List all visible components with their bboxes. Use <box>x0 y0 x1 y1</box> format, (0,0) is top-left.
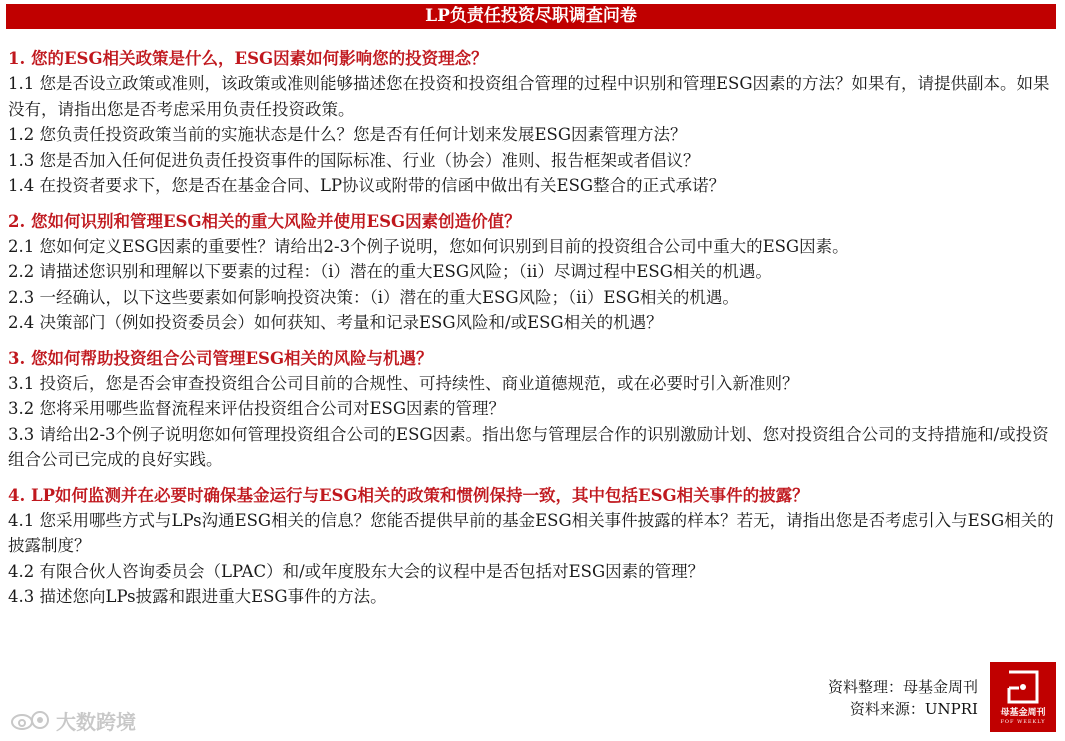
fof-weekly-logo <box>990 662 1056 732</box>
question-item: 3.1 投资后，您是否会审查投资组合公司目前的合规性、可持续性、商业道德规范，或在必要时引入新准则？ <box>8 373 799 393</box>
section-1 <box>8 46 1058 199</box>
question-item: 4.1 您采用哪些方式与LPs沟通ESG相关的信息？您能否提供早前的基金ESG相关事件披露的样本？若无，请指出您是否考虑引入与ESG相关的披露制度？ <box>8 510 1054 555</box>
question-item: 4.3 描述您向LPs披露和跟进重大ESG事件的方法。 <box>8 587 387 606</box>
question-item: 1.1 您是否设立政策或准则，该政策或准则能够描述您在投资和投资组合管理的过程中识别和管理ESG因素的方法？如果有，请提供副本。如果没有，请指出您是否考虑采用负责任投资政策。 <box>8 74 1050 119</box>
question-item: 2.3 一经确认，以下这些要素如何影响投资决策：（i）潜在的重大ESG风险；（ii）ESG相关的机遇。 <box>8 287 739 307</box>
question-item: 2.1 您如何定义ESG因素的重要性？请给出2-3个例子说明，您如何识别到目前的投资组合公司中重大的ESG因素。 <box>8 236 849 256</box>
section-3 <box>8 346 1058 473</box>
question-item: 1.3 您是否加入任何促进负责任投资事件的国际标准、行业（协会）准则、报告框架或者倡议？ <box>8 150 700 170</box>
question-item: 1.4 在投资者要求下，您是否在基金合同、LP协议或附带的信函中做出有关ESG整合的正式承诺？ <box>8 176 726 195</box>
logo-text: 母基金周刊 <box>1000 708 1046 718</box>
compiled-by: 资料整理：母基金周刊 <box>827 678 978 696</box>
question-item: 3.2 您将采用哪些监督流程来评估投资组合公司对ESG因素的管理？ <box>8 399 506 418</box>
logo-mark-icon <box>1003 668 1043 706</box>
page-title: LP负责任投资尽职调查问卷 <box>6 4 1056 29</box>
section-heading: 3. 您如何帮助投资组合公司管理ESG相关的风险与机遇？ <box>8 348 433 368</box>
source-credits <box>828 676 978 720</box>
question-item: 2.2 请描述您识别和理解以下要素的过程：（i）潜在的重大ESG风险；（ii）尽调过程中ESG相关的机遇。 <box>8 262 772 281</box>
data-source: 资料来源：UNPRI <box>849 700 978 718</box>
question-item: 4.2 有限合伙人咨询委员会（LPAC）和/或年度股东大会的议程中是否包括对ESG因素的管理？ <box>8 561 705 581</box>
watermark-text: 大数跨境 <box>56 709 136 734</box>
section-heading: 2. 您如何识别和管理ESG相关的重大风险并使用ESG因素创造价值？ <box>8 211 521 231</box>
logo-subtext: FOF WEEKLY <box>1000 719 1046 725</box>
section-heading: 1. 您的ESG相关政策是什么，ESG因素如何影响您的投资理念？ <box>8 49 488 68</box>
section-2 <box>8 209 1058 336</box>
section-heading: 4. LP如何监测并在必要时确保基金运行与ESG相关的政策和惯例保持一致，其中包括ESG相关事件的披露？ <box>8 485 809 505</box>
watermark <box>10 706 136 734</box>
question-item: 3.3 请给出2-3个例子说明您如何管理投资组合公司的ESG因素。指出您与管理层合作的识别激励计划、您对投资组合公司的支持措施和/或投资组合公司已完成的良好实践。 <box>8 424 1049 469</box>
question-item: 2.4 决策部门（例如投资委员会）如何获知、考量和记录ESG风险和/或ESG相关的机遇？ <box>8 313 663 332</box>
section-4 <box>8 483 1058 610</box>
questionnaire-content <box>8 46 1058 620</box>
question-item: 1.2 您负责任投资政策当前的实施状态是什么？您是否有任何计划来发展ESG因素管理方法？ <box>8 125 687 144</box>
weibo-icon <box>10 709 50 731</box>
